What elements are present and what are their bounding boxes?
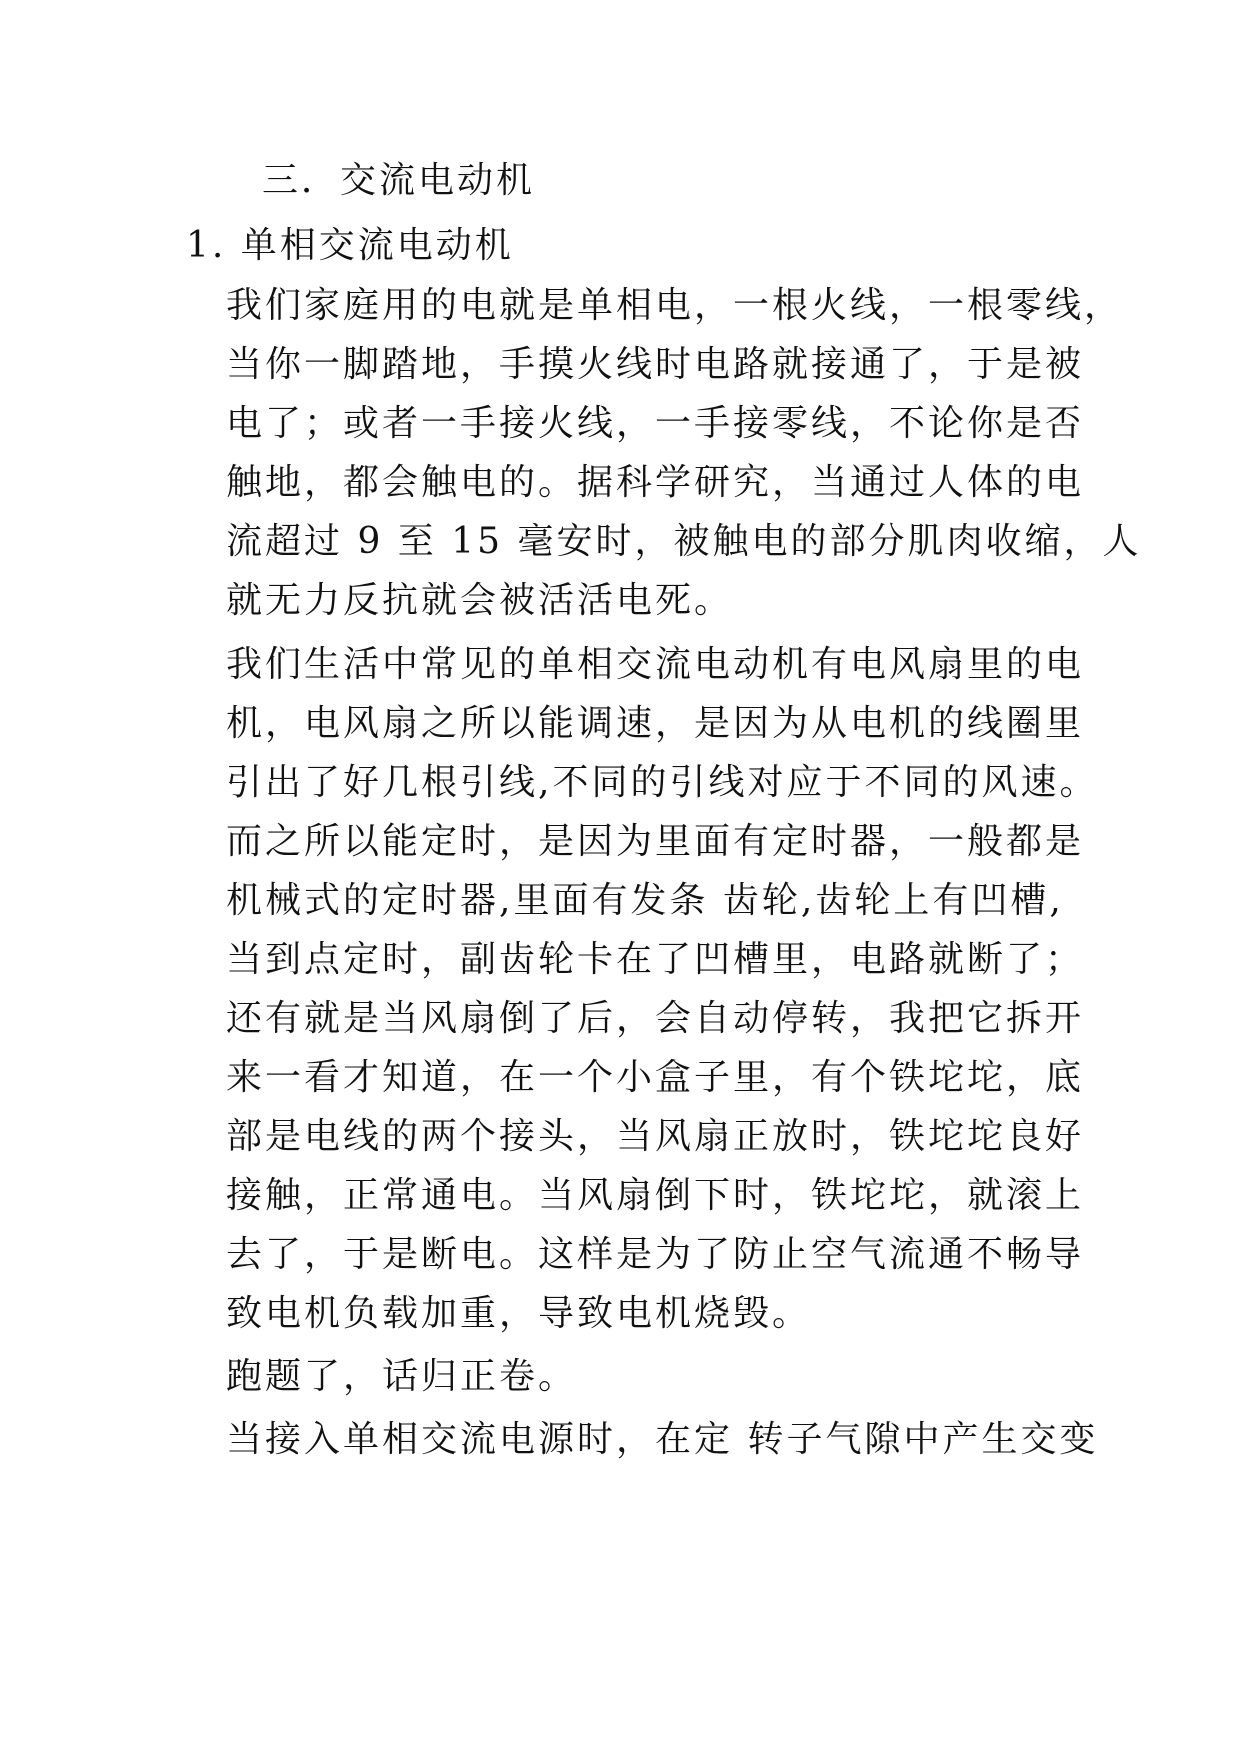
paragraph-line: 触地，都会触电的。据科学研究，当通过人体的电: [226, 462, 1085, 503]
paragraph-line: 去了，于是断电。这样是为了防止空气流通不畅导: [226, 1234, 1085, 1275]
paragraph-line: 我们家庭用的电就是单相电，一根火线，一根零线，: [226, 285, 1124, 326]
paragraph-line: 机械式的定时器,里面有发条 齿轮,齿轮上有凹槽,: [226, 880, 1064, 921]
paragraph-line: 机，电风扇之所以能调速，是因为从电机的线圈里: [226, 703, 1085, 744]
section-title: 三．交流电动机: [262, 160, 536, 201]
paragraph-line: 当接入单相交流电源时，在定 转子气隙中产生交变: [226, 1419, 1099, 1460]
paragraph-line: 来一看才知道，在一个小盒子里，有个铁坨坨，底: [226, 1057, 1085, 1098]
paragraph-line: 就无力反抗就会被活活电死。: [226, 580, 734, 621]
paragraph-line: 流超过 9 至 15 毫安时，被触电的部分肌肉收缩，人: [226, 521, 1142, 562]
subsection-title: 1. 单相交流电动机: [186, 225, 514, 266]
paragraph-line: 致电机负载加重，导致电机烧毁。: [226, 1293, 812, 1334]
paragraph-line: 还有就是当风扇倒了后，会自动停转，我把它拆开: [226, 998, 1085, 1039]
paragraph-line: 引出了好几根引线,不同的引线对应于不同的风速。: [226, 762, 1099, 803]
paragraph-line: 电了；或者一手接火线，一手接零线，不论你是否: [226, 403, 1085, 444]
paragraph-line: 部是电线的两个接头，当风扇正放时，铁坨坨良好: [226, 1116, 1085, 1157]
paragraph-line: 当你一脚踏地，手摸火线时电路就接通了，于是被: [226, 344, 1085, 385]
paragraph-line: 接触，正常通电。当风扇倒下时，铁坨坨，就滚上: [226, 1175, 1085, 1216]
paragraph-line: 当到点定时，副齿轮卡在了凹槽里，电路就断了；: [226, 939, 1085, 980]
paragraph-line: 我们生活中常见的单相交流电动机有电风扇里的电: [226, 644, 1085, 685]
paragraph-line: 而之所以能定时，是因为里面有定时器，一般都是: [226, 821, 1085, 862]
paragraph-line: 跑题了，话归正卷。: [226, 1356, 578, 1397]
